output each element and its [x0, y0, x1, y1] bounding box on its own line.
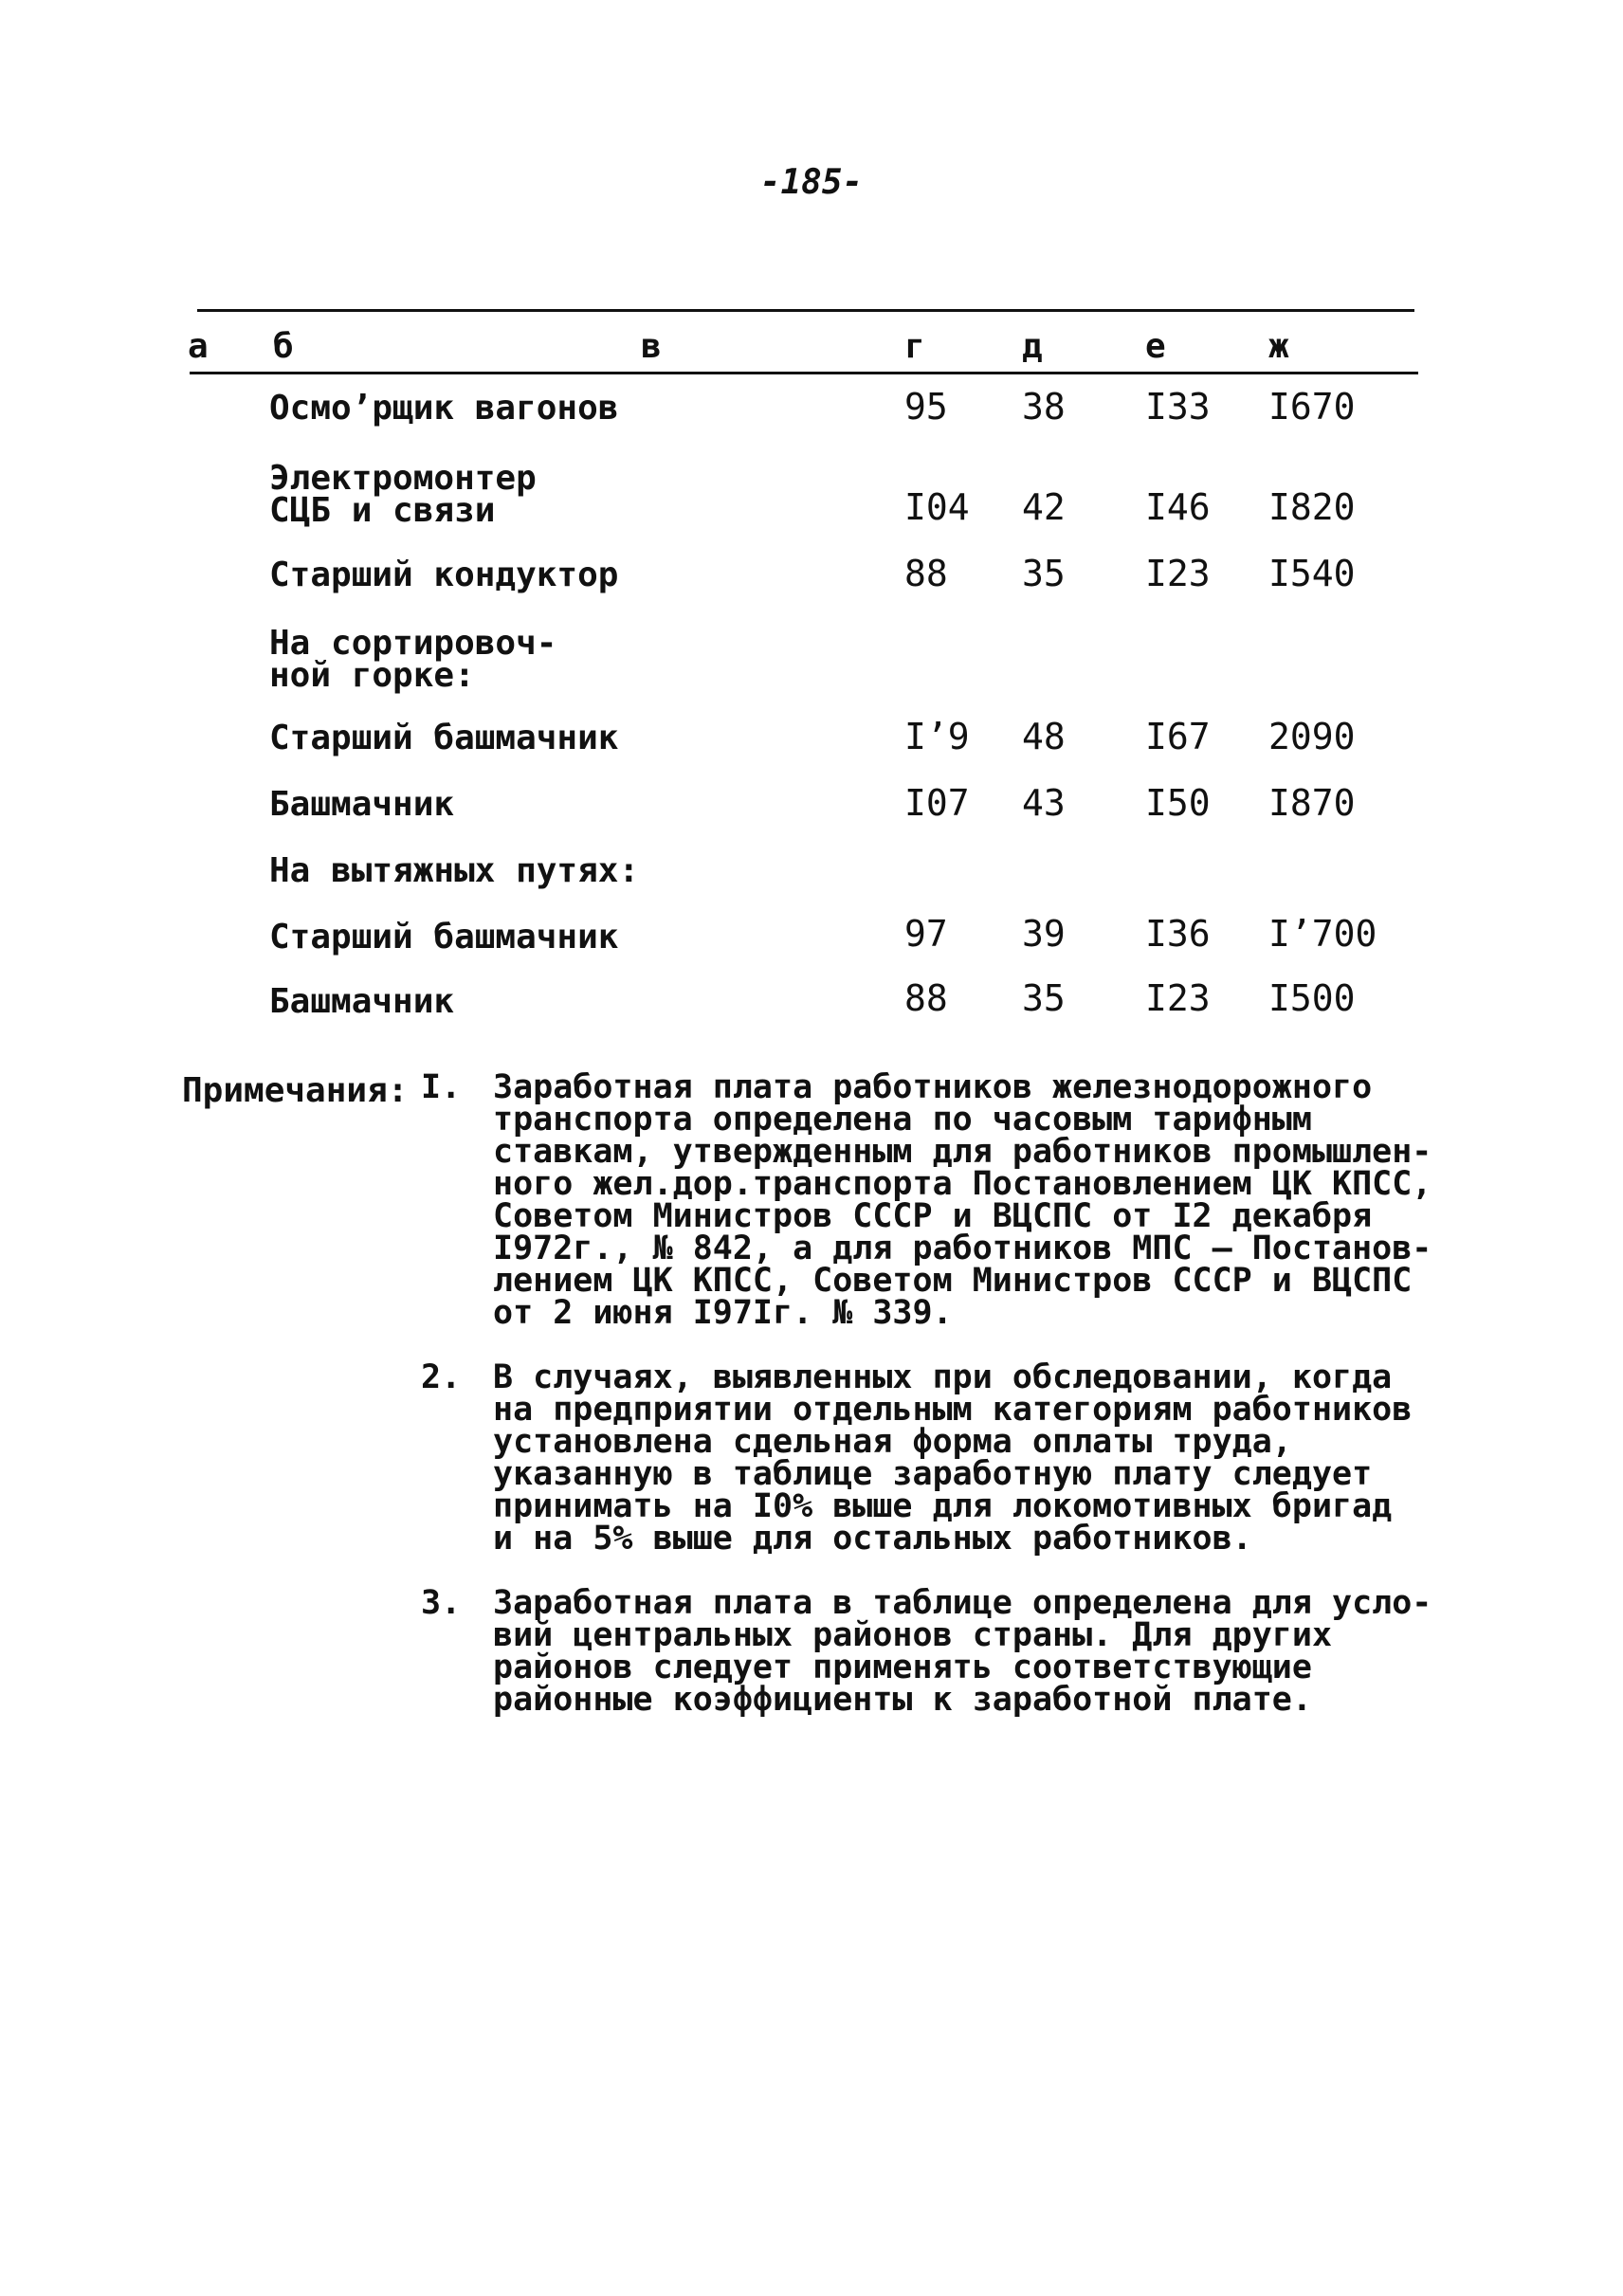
note-line: установлена сдельная форма оплаты труда, — [493, 1423, 1292, 1461]
header-col-v: в — [641, 327, 662, 366]
cell-zh: I820 — [1268, 486, 1356, 528]
cell-zh: I670 — [1268, 386, 1356, 428]
cell-g: 88 — [904, 977, 948, 1019]
header-col-g: г — [904, 327, 925, 366]
note-line: I972г., № 842, а для работников МПС – Постанов- — [493, 1230, 1432, 1267]
note-line: лением ЦК КПСС, Советом Министров СССР и ВЦСПС — [493, 1262, 1413, 1300]
row-name: Осмо’рщик вагонов — [269, 389, 619, 428]
cell-zh: I540 — [1268, 553, 1356, 594]
cell-e: I23 — [1145, 977, 1211, 1019]
row-name-line-2: СЦБ и связи — [269, 491, 496, 530]
note-number: 3. — [421, 1584, 462, 1622]
row-name: Старший кондуктор — [269, 556, 619, 594]
row-name-line-1: На сортировоч- — [269, 624, 557, 663]
cell-e: I67 — [1145, 716, 1211, 757]
cell-d: 43 — [1022, 782, 1066, 824]
header-col-d: д — [1022, 327, 1043, 366]
cell-zh: 2090 — [1268, 716, 1356, 757]
note-line: районов следует применять соответствующие — [493, 1649, 1312, 1686]
cell-e: I50 — [1145, 782, 1211, 824]
note-line: В случаях, выявленных при обследовании, когда — [493, 1358, 1393, 1396]
cell-d: 38 — [1022, 386, 1066, 428]
header-col-e: е — [1145, 327, 1166, 366]
cell-d: 35 — [1022, 553, 1066, 594]
cell-g: I’9 — [904, 716, 970, 757]
note-line: Советом Министров СССР и ВЦСПС от I2 декабря — [493, 1197, 1373, 1235]
cell-d: 42 — [1022, 486, 1066, 528]
cell-g: 95 — [904, 386, 948, 428]
cell-zh: I500 — [1268, 977, 1356, 1019]
note-line: ставкам, утвержденным для работников промышлен- — [493, 1133, 1432, 1171]
row-name: Старший башмачник — [269, 719, 619, 757]
cell-d: 48 — [1022, 716, 1066, 757]
header-col-zh: ж — [1268, 327, 1289, 366]
table-header-rule — [190, 372, 1418, 374]
note-line: указанную в таблице заработную плату следует — [493, 1455, 1373, 1493]
note-line: ного жел.дор.транспорта Постановлением ЦК КПСС, — [493, 1165, 1432, 1203]
header-col-a: а — [188, 327, 209, 366]
cell-g: 97 — [904, 913, 948, 955]
cell-g: I04 — [904, 486, 970, 528]
cell-d: 39 — [1022, 913, 1066, 955]
note-line: Заработная плата работников железнодорожного — [493, 1068, 1373, 1106]
cell-e: I46 — [1145, 486, 1211, 528]
cell-e: I23 — [1145, 553, 1211, 594]
note-line: принимать на I0% выше для локомотивных бригад — [493, 1487, 1393, 1525]
row-name: Башмачник — [269, 982, 455, 1021]
cell-zh: I’700 — [1268, 913, 1377, 955]
row-name-line-2: ной горке: — [269, 656, 475, 695]
cell-e: I36 — [1145, 913, 1211, 955]
note-line: на предприятии отдельным категориям работников — [493, 1391, 1413, 1429]
note-line: транспорта определена по часовым тарифным — [493, 1101, 1312, 1139]
note-line: районные коэффициенты к заработной плате. — [493, 1681, 1312, 1719]
cell-d: 35 — [1022, 977, 1066, 1019]
note-number: I. — [421, 1068, 462, 1106]
notes-label: Примечания: — [182, 1071, 409, 1110]
table-top-rule — [197, 309, 1414, 312]
row-name-line-1: Электромонтер — [269, 459, 537, 498]
cell-e: I33 — [1145, 386, 1211, 428]
cell-g: I07 — [904, 782, 970, 824]
row-name: Старший башмачник — [269, 918, 619, 957]
note-line: от 2 июня I97Iг. № 339. — [493, 1294, 953, 1332]
cell-g: 88 — [904, 553, 948, 594]
cell-zh: I870 — [1268, 782, 1356, 824]
row-name: Башмачник — [269, 785, 455, 824]
note-line: Заработная плата в таблице определена для усло- — [493, 1584, 1432, 1622]
note-line: вий центральных районов страны. Для других — [493, 1616, 1333, 1654]
note-line: и на 5% выше для остальных работников. — [493, 1520, 1252, 1558]
row-name: На вытяжных путях: — [269, 851, 640, 890]
note-number: 2. — [421, 1358, 462, 1396]
page-number: -185- — [759, 163, 864, 202]
header-col-b: б — [273, 327, 294, 366]
